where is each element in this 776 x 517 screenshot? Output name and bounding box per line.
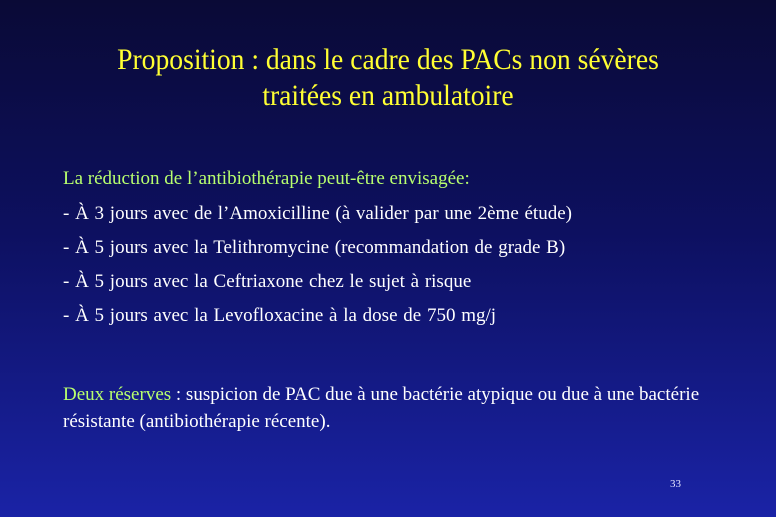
title-line-1: Proposition : dans le cadre des PACs non sévères bbox=[117, 43, 659, 76]
slide-body bbox=[63, 168, 736, 339]
page-number: 33 bbox=[670, 478, 681, 490]
title-line-2: traitées en ambulatoire bbox=[262, 79, 514, 112]
reserve-text: : suspicion de PAC due à une bactérie atypique ou due à une bactérie résistante (antibiothérapie récente). bbox=[63, 384, 700, 432]
slide-title bbox=[49, 42, 726, 114]
bullet-item: - À 5 jours avec la Levofloxacine à la dose de 750 mg/j bbox=[63, 305, 497, 326]
bullet-item: - À 5 jours avec la Ceftriaxone chez le sujet à risque bbox=[63, 271, 472, 292]
section-heading: La réduction de l’antibiothérapie peut-être envisagée: bbox=[63, 168, 470, 189]
reserve-paragraph bbox=[63, 381, 723, 435]
bullet-item: - À 3 jours avec de l’Amoxicilline (à valider par une 2ème étude) bbox=[63, 203, 572, 224]
reserve-label: Deux réserves bbox=[63, 384, 172, 405]
bullet-item: - À 5 jours avec la Telithromycine (recommandation de grade B) bbox=[63, 237, 566, 258]
